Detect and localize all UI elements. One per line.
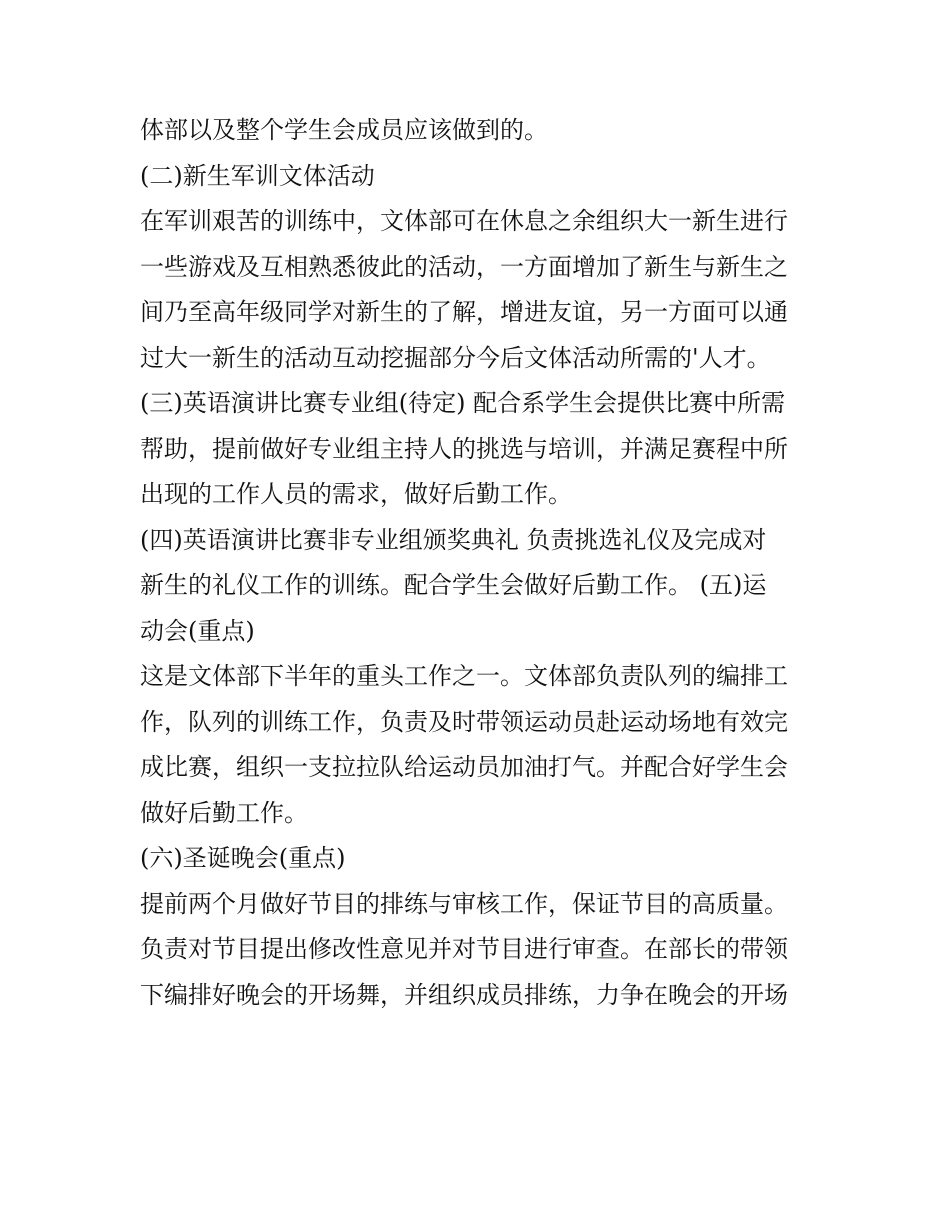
- document-body: [140, 108, 820, 1018]
- text-line: 过大一新生的活动互动挖掘部分今后文体活动所需的'人才。: [140, 343, 771, 372]
- text-line: 一些游戏及互相熟悉彼此的活动，一方面增加了新生与新生之: [140, 252, 788, 281]
- text-line: 提前两个月做好节目的排练与审核工作，保证节目的高质量。: [140, 889, 788, 918]
- section-heading: (二)新生军训文体活动: [140, 161, 375, 190]
- text-line: 在军训艰苦的训练中，文体部可在休息之余组织大一新生进行: [140, 207, 788, 235]
- text-line: 新生的礼仪工作的训练。配合学生会做好后勤工作。 (五)运: [140, 571, 767, 599]
- text-line: 负责对节目提出修改性意见并对节目进行审查。在部长的带领: [140, 935, 788, 963]
- text-line: (四)英语演讲比赛非专业组颁奖典礼 负责挑选礼仪及完成对: [140, 525, 767, 554]
- text-line: 成比赛，组织一支拉拉队给运动员加油打气。并配合好学生会: [140, 753, 788, 781]
- text-line: 下编排好晚会的开场舞，并组织成员排练，力争在晚会的开场: [140, 980, 788, 1009]
- text-line: 动会(重点): [140, 616, 255, 645]
- section-heading: (六)圣诞晚会(重点): [140, 844, 346, 872]
- text-line: 间乃至高年级同学对新生的了解，增进友谊，另一方面可以通: [140, 298, 788, 326]
- text-line: 体部以及整个学生会成员应该做到的。: [140, 116, 548, 144]
- text-line: 做好后勤工作。: [140, 798, 308, 827]
- text-line: 这是文体部下半年的重头工作之一。文体部负责队列的编排工: [140, 662, 788, 690]
- text-line: 作，队列的训练工作，负责及时带领运动员赴运动场地有效完: [140, 707, 788, 736]
- text-line: (三)英语演讲比赛专业组(待定) 配合系学生会提供比赛中所需: [140, 389, 786, 417]
- text-line: 帮助，提前做好专业组主持人的挑选与培训，并满足赛程中所: [140, 434, 788, 463]
- text-line: 出现的工作人员的需求，做好后勤工作。: [140, 480, 572, 508]
